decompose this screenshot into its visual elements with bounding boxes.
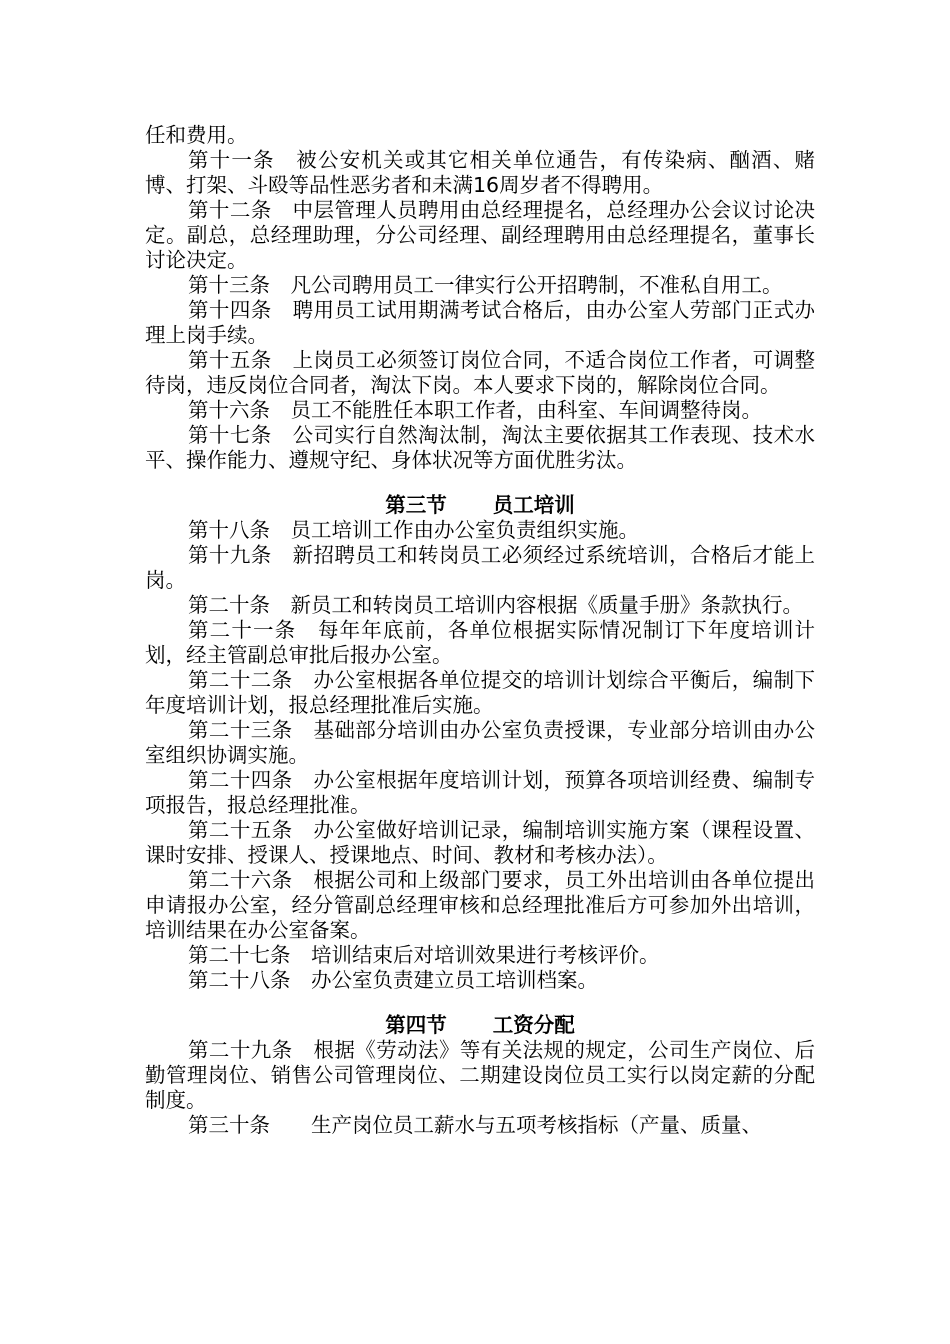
article-paragraph: 第十七条 公司实行自然淘汰制，淘汰主要依据其工作表现、技术水平、操作能力、遵规守纪、身体状况等方面优胜劣汰。: [145, 423, 815, 472]
article-paragraph: 第二十四条 办公室根据年度培训计划，预算各项培训经费、编制专项报告，报总经理批准。: [145, 768, 815, 817]
paragraph-group-top: [145, 123, 815, 473]
section-title: 工资分配: [492, 1013, 575, 1037]
paragraph-group-section4: [145, 1038, 815, 1138]
article-paragraph: 第二十三条 基础部分培训由办公室负责授课，专业部分培训由办公室组织协调实施。: [145, 718, 815, 767]
section-title: 员工培训: [492, 493, 575, 517]
paragraph-group-section3: [145, 518, 815, 993]
article-paragraph: 第二十六条 根据公司和上级部门要求，员工外出培训由各单位提出申请报办公室，经分管副总经理审核和总经理批准后方可参加外出培训，培训结果在办公室备案。: [145, 868, 815, 942]
article-paragraph: 第十二条 中层管理人员聘用由总经理提名，总经理办公会议讨论决定。副总，总经理助理，分公司经理、副经理聘用由总经理提名，董事长讨论决定。: [145, 198, 815, 272]
article-paragraph: 第三十条 生产岗位员工薪水与五项考核指标（产量、质量、: [188, 1113, 762, 1137]
article-paragraph: 第二十七条 培训结束后对培训效果进行考核评价。: [188, 943, 660, 967]
section-heading-3: [145, 493, 815, 518]
article-paragraph: 第十九条 新招聘员工和转岗员工必须经过系统培训，合格后才能上岗。: [145, 543, 815, 592]
article-paragraph: 第二十八条 办公室负责建立员工培训档案。: [188, 968, 598, 992]
article-paragraph: 第十三条 凡公司聘用员工一律实行公开招聘制，不准私自用工。: [188, 273, 783, 297]
document-page: [145, 123, 815, 1138]
article-paragraph: 第十五条 上岗员工必须签订岗位合同，不适合岗位工作者，可调整待岗，违反岗位合同者，淘汰下岗。本人要求下岗的，解除岗位合同。: [145, 348, 815, 397]
article-paragraph: 第十四条 聘用员工试用期满考试合格后，由办公室人劳部门正式办理上岗手续。: [145, 298, 815, 347]
section-heading-4: [145, 1013, 815, 1038]
article-paragraph: 第二十一条 每年年底前，各单位根据实际情况制订下年度培训计划，经主管副总审批后报办公室。: [145, 618, 815, 667]
article-paragraph: 第十一条 被公安机关或其它相关单位通告，有传染病、酗酒、赌博、打架、斗殴等品性恶劣者和未满16周岁者不得聘用。: [145, 148, 815, 197]
article-paragraph: 第二十条 新员工和转岗员工培训内容根据《质量手册》条款执行。: [188, 593, 803, 617]
article-paragraph: 第二十五条 办公室做好培训记录，编制培训实施方案（课程设置、课时安排、授课人、授课地点、时间、教材和考核办法）。: [145, 818, 815, 867]
article-paragraph: 第十六条 员工不能胜任本职工作者，由科室、车间调整待岗。: [188, 398, 762, 422]
section-number: 第四节: [385, 1013, 447, 1037]
article-paragraph: 第二十九条 根据《劳动法》等有关法规的规定，公司生产岗位、后勤管理岗位、销售公司管理岗位、二期建设岗位员工实行以岗定薪的分配制度。: [145, 1038, 815, 1112]
article-paragraph: 第二十二条 办公室根据各单位提交的培训计划综合平衡后，编制下年度培训计划，报总经理批准后实施。: [145, 668, 815, 717]
article-paragraph: 第十八条 员工培训工作由办公室负责组织实施。: [188, 518, 639, 542]
section-number: 第三节: [385, 493, 447, 517]
article-paragraph: 任和费用。: [145, 123, 248, 147]
